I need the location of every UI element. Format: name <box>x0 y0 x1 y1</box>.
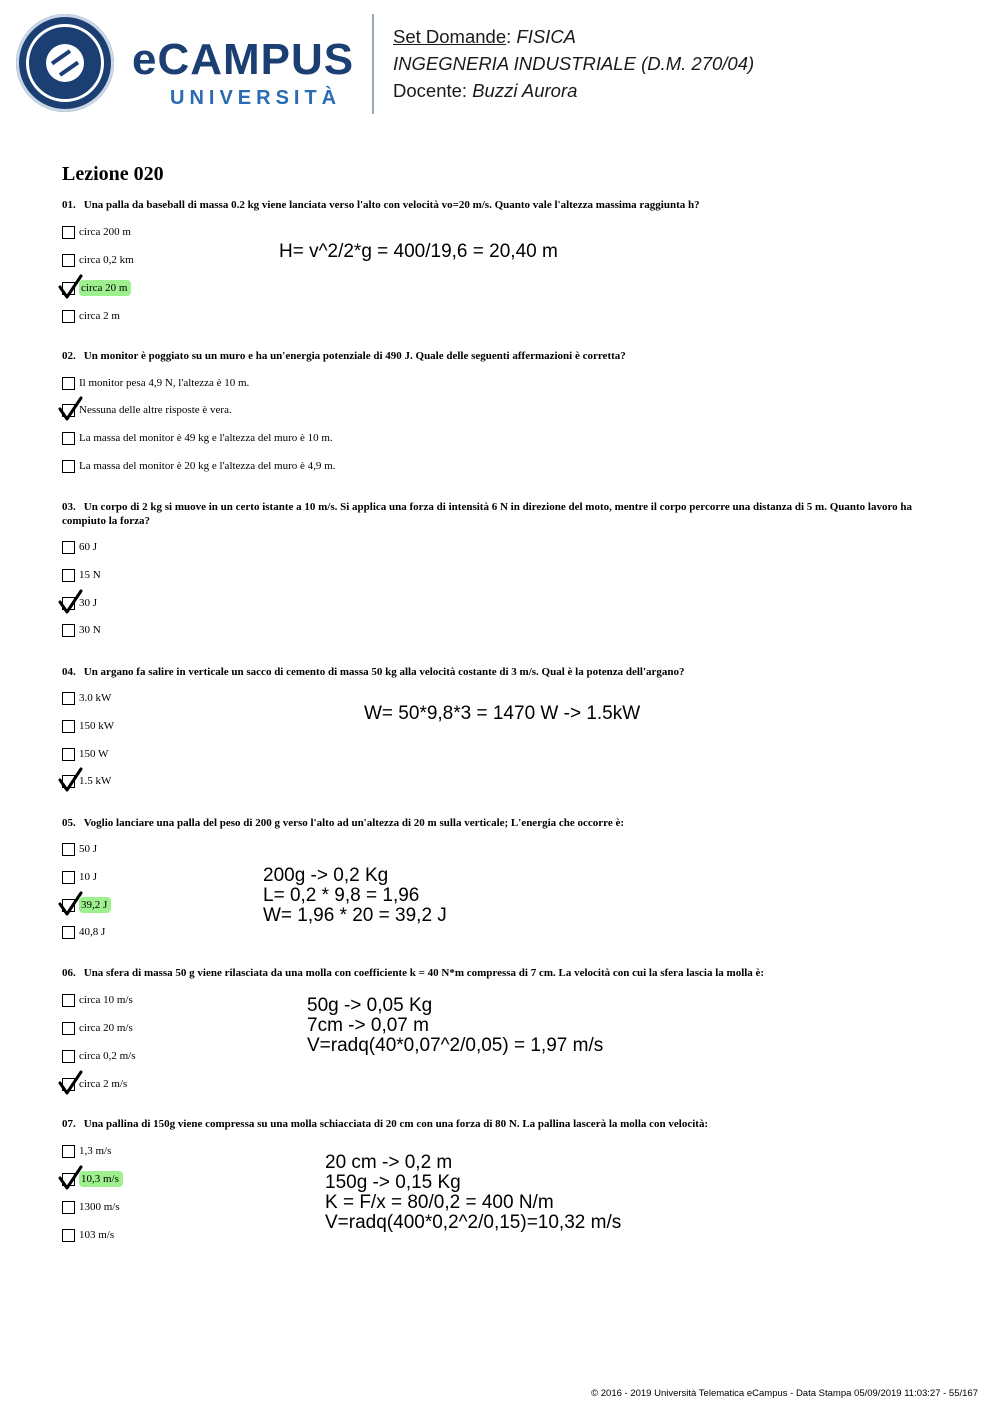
answer-option[interactable] <box>62 690 111 706</box>
answer-option[interactable] <box>62 595 97 611</box>
answer-label: 1.5 kW <box>79 775 112 787</box>
answer-option[interactable] <box>62 1143 111 1159</box>
header-info: Set Domande: FISICA INGEGNERIA INDUSTRIALE (D.M. 270/04) Docente: Buzzi Aurora <box>393 26 755 101</box>
answer-checkbox[interactable] <box>62 1145 75 1158</box>
answer-label: 40,8 J <box>79 926 106 938</box>
answer-label: La massa del monitor è 49 kg e l'altezza del muro è 10 m. <box>79 432 333 444</box>
answer-checkbox[interactable] <box>62 404 75 417</box>
answer-label: 103 m/s <box>79 1229 115 1241</box>
question-body: Voglio lanciare una palla del peso di 200 g verso l'alto ad un'altezza di 20 m sulla verticale; L'energia che occorre è: <box>83 817 625 829</box>
answer-label: 1,3 m/s <box>79 1145 112 1157</box>
answer-option[interactable] <box>62 1076 127 1092</box>
answer-label: circa 200 m <box>79 226 131 238</box>
answer-label: circa 20 m <box>79 280 131 296</box>
answer-option[interactable] <box>62 1020 133 1036</box>
teacher-label: Docente <box>393 80 462 101</box>
answer-option[interactable] <box>62 402 232 418</box>
answer-label: 50 J <box>79 843 98 855</box>
lesson-title: Lezione 020 <box>62 163 164 185</box>
answer-label: 1300 m/s <box>79 1201 120 1213</box>
question-number: 03. <box>62 501 76 513</box>
answer-option[interactable] <box>62 924 105 940</box>
question-body: Una sfera di massa 50 g viene rilasciata da una molla con coefficiente k = 40 N*m compressa di 7 cm. La velocità con cui la sfera lascia la molla è: <box>83 967 765 979</box>
answer-label: 39,2 J <box>79 897 111 913</box>
checkmark-icon <box>57 1070 83 1096</box>
logo-brand: eCAMPUS <box>132 35 355 84</box>
answer-checkbox[interactable] <box>62 871 75 884</box>
answer-label: circa 2 m <box>79 310 120 322</box>
handwritten-solution-note: 50g -> 0,05 Kg 7cm -> 0,07 m V=radq(40*0,07^2/0,05) = 1,97 m/s <box>307 995 604 1056</box>
header-divider <box>372 14 374 114</box>
answer-label: 60 J <box>79 541 98 553</box>
handwritten-solution-note: 20 cm -> 0,2 m 150g -> 0,15 Kg K = F/x = 80/0,2 = 400 N/m V=radq(400*0,2^2/0,15)=10,32 m/s <box>325 1152 622 1233</box>
question-text <box>62 500 942 528</box>
answer-option[interactable] <box>62 308 120 324</box>
question-text <box>62 349 942 363</box>
answer-label: circa 10 m/s <box>79 994 133 1006</box>
answer-label: 150 kW <box>79 720 115 732</box>
handwritten-solution-note: H= v^2/2*g = 400/19,6 = 20,40 m <box>279 241 558 262</box>
answer-label: 15 N <box>79 569 101 581</box>
question-number: 06. <box>62 967 76 979</box>
answer-option[interactable] <box>62 992 133 1008</box>
answer-option[interactable] <box>62 458 335 474</box>
question-text <box>62 1117 942 1131</box>
handwritten-solution-note: W= 50*9,8*3 = 1470 W -> 1.5kW <box>364 703 641 724</box>
answer-option[interactable] <box>62 539 97 555</box>
checkmark-icon <box>57 396 83 422</box>
checkmark-icon <box>57 1165 83 1191</box>
answer-option[interactable] <box>62 280 131 296</box>
question-text <box>62 198 942 212</box>
answer-option[interactable] <box>62 567 101 583</box>
answer-label: circa 20 m/s <box>79 1022 133 1034</box>
answer-checkbox[interactable] <box>62 994 75 1007</box>
answer-checkbox[interactable] <box>62 692 75 705</box>
question-number: 07. <box>62 1118 76 1130</box>
logo-subtitle: UNIVERSITÀ <box>170 87 342 109</box>
answer-label: 30 J <box>79 597 98 609</box>
question-number: 04. <box>62 666 76 678</box>
answer-label: 150 W <box>79 748 109 760</box>
question-number: 01. <box>62 199 76 211</box>
answer-label: Il monitor pesa 4,9 N, l'altezza è 10 m. <box>79 377 250 389</box>
answer-option[interactable] <box>62 224 131 240</box>
answer-checkbox[interactable] <box>62 541 75 554</box>
question-number: 02. <box>62 350 76 362</box>
answer-checkbox[interactable] <box>62 1050 75 1063</box>
page-footer: © 2016 - 2019 Università Telematica eCampus - Data Stampa 05/09/2019 11:03:27 - 55/167 <box>591 1388 978 1399</box>
question-body: Un argano fa salire in verticale un sacco di cemento di massa 50 kg alla velocità costante di 3 m/s. Qual è la potenza dell'argano? <box>83 666 685 678</box>
answer-checkbox[interactable] <box>62 226 75 239</box>
answer-option[interactable] <box>62 869 97 885</box>
answer-checkbox[interactable] <box>62 775 75 788</box>
question-body: Una pallina di 150g viene compressa su una molla schiacciata di 20 cm con una forza di 80 N. La pallina lascerà la molla con velocità: <box>83 1118 709 1130</box>
answer-option[interactable] <box>62 252 134 268</box>
question-number: 05. <box>62 817 76 829</box>
course: INGEGNERIA INDUSTRIALE (D.M. 270/04) <box>393 53 755 74</box>
answer-option[interactable] <box>62 1199 120 1215</box>
subject: FISICA <box>516 26 577 47</box>
question-text <box>62 816 942 830</box>
answer-label: circa 2 m/s <box>79 1078 128 1090</box>
answer-option[interactable] <box>62 1048 136 1064</box>
answer-label: 10,3 m/s <box>79 1171 123 1187</box>
ecampus-seal-logo <box>16 14 114 112</box>
question-text <box>62 966 942 980</box>
answer-checkbox[interactable] <box>62 1022 75 1035</box>
answer-checkbox[interactable] <box>62 926 75 939</box>
answer-option[interactable] <box>62 841 97 857</box>
answer-label: La massa del monitor è 20 kg e l'altezza del muro è 4,9 m. <box>79 460 336 472</box>
answer-checkbox[interactable] <box>62 1229 75 1242</box>
question-text <box>62 665 942 679</box>
handwritten-solution-note: 200g -> 0,2 Kg L= 0,2 * 9,8 = 1,96 W= 1,96 * 20 = 39,2 J <box>263 865 447 926</box>
answer-option[interactable] <box>62 773 111 789</box>
checkmark-icon <box>57 589 83 615</box>
answer-label: 10 J <box>79 871 98 883</box>
answer-label: circa 0,2 km <box>79 254 134 266</box>
answer-checkbox[interactable] <box>62 624 75 637</box>
answer-checkbox[interactable] <box>62 899 75 912</box>
answer-checkbox[interactable] <box>62 1201 75 1214</box>
answer-checkbox[interactable] <box>62 843 75 856</box>
answer-checkbox[interactable] <box>62 597 75 610</box>
answer-label: 30 N <box>79 624 101 636</box>
answer-option[interactable] <box>62 1171 123 1187</box>
answer-label: 3.0 kW <box>79 692 112 704</box>
answer-option[interactable] <box>62 430 333 446</box>
teacher-name: Buzzi Aurora <box>472 80 578 101</box>
answer-checkbox[interactable] <box>62 1078 75 1091</box>
answer-option[interactable] <box>62 1227 114 1243</box>
answer-option[interactable] <box>62 375 249 391</box>
answer-option[interactable] <box>62 718 114 734</box>
answer-checkbox[interactable] <box>62 310 75 323</box>
set-label: Set Domande <box>393 26 507 47</box>
answer-option[interactable] <box>62 897 111 913</box>
answer-checkbox[interactable] <box>62 460 75 473</box>
answer-label: circa 0,2 m/s <box>79 1050 136 1062</box>
checkmark-icon <box>57 274 83 300</box>
answer-option[interactable] <box>62 622 101 638</box>
answer-checkbox[interactable] <box>62 432 75 445</box>
question-body: Una palla da baseball di massa 0.2 kg viene lanciata verso l'alto con velocità vo=20 m/s. Quanto vale l'altezza massima raggiunta h? <box>83 199 700 211</box>
answer-checkbox[interactable] <box>62 1173 75 1186</box>
answer-checkbox[interactable] <box>62 282 75 295</box>
answer-option[interactable] <box>62 746 108 762</box>
answer-checkbox[interactable] <box>62 720 75 733</box>
answer-checkbox[interactable] <box>62 748 75 761</box>
question-body: Un monitor è poggiato su un muro e ha un'energia potenziale di 490 J. Quale delle seguenti affermazioni è corretta? <box>83 350 626 362</box>
checkmark-icon <box>57 767 83 793</box>
question-body: Un corpo di 2 kg si muove in un certo istante a 10 m/s. Si applica una forza di intensità 6 N in direzione del moto, mentre il corpo percorre una distanza di 5 m. Quanto lavoro ha compiuto la forza? <box>62 501 913 527</box>
answer-checkbox[interactable] <box>62 569 75 582</box>
answer-checkbox[interactable] <box>62 254 75 267</box>
checkmark-icon <box>57 891 83 917</box>
answer-label: Nessuna delle altre risposte è vera. <box>79 404 232 416</box>
answer-checkbox[interactable] <box>62 377 75 390</box>
